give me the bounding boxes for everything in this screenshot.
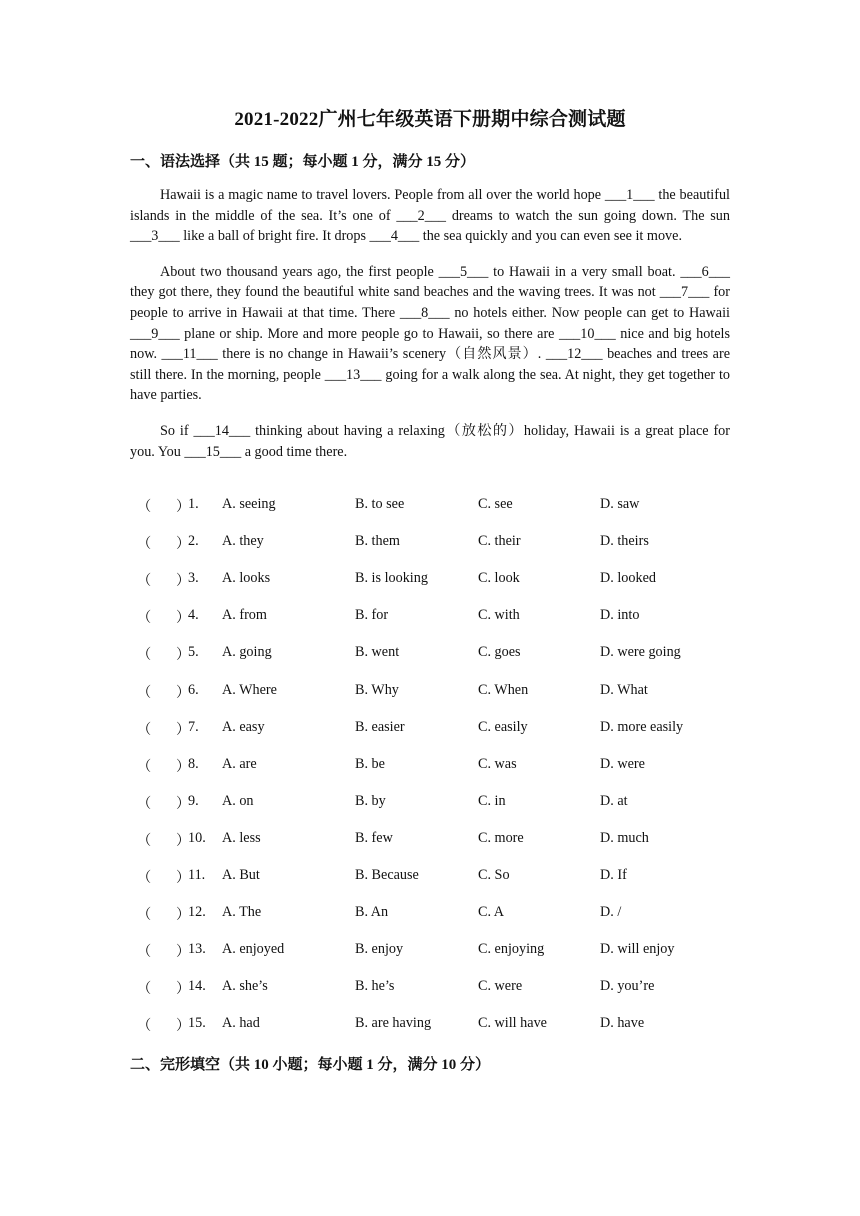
question-row bbox=[130, 867, 750, 887]
question-number: 6. bbox=[188, 681, 199, 698]
paren-close: ） bbox=[176, 610, 191, 627]
option-b: B. are having bbox=[355, 1015, 432, 1032]
question-number: 7. bbox=[188, 718, 199, 735]
option-d: D. saw bbox=[600, 496, 640, 512]
option-a: A. But bbox=[222, 867, 260, 883]
paren-close: ） bbox=[176, 684, 191, 701]
section-1-heading: 一、语法选择（共 15 题；每小题 1 分，满分 15 分） bbox=[130, 154, 476, 170]
option-c: C. When bbox=[478, 681, 529, 698]
option-a: A. seeing bbox=[222, 496, 276, 512]
option-c: C. their bbox=[478, 533, 521, 550]
option-b: B. is looking bbox=[355, 570, 428, 587]
option-a: A. less bbox=[222, 829, 261, 846]
paren-close: ） bbox=[176, 721, 191, 738]
question-number: 10. bbox=[188, 829, 206, 846]
paren-close: ） bbox=[176, 944, 191, 961]
option-d: D. much bbox=[600, 829, 649, 846]
option-a: A. Where bbox=[222, 681, 277, 698]
question-row bbox=[130, 830, 750, 850]
option-b: B. went bbox=[355, 644, 400, 661]
question-number: 11. bbox=[188, 867, 206, 883]
question-row bbox=[130, 904, 750, 924]
option-b: B. by bbox=[355, 792, 386, 809]
paren-close: ） bbox=[176, 832, 191, 849]
option-b: B. enjoy bbox=[355, 941, 404, 958]
question-row bbox=[130, 978, 750, 998]
option-d: D. were going bbox=[600, 644, 681, 661]
section-2-heading: 二、完形填空（共 10 小题；每小题 1 分，满分 10 分） bbox=[130, 1057, 491, 1073]
question-row bbox=[130, 941, 750, 961]
paren-close: ） bbox=[176, 981, 191, 998]
option-d: D. will enjoy bbox=[600, 941, 675, 958]
option-c: C. in bbox=[478, 792, 506, 809]
paren-open: （ bbox=[137, 536, 152, 553]
option-b: B. them bbox=[355, 533, 400, 550]
question-row bbox=[130, 682, 750, 702]
option-d: D. looked bbox=[600, 570, 656, 587]
option-a: A. on bbox=[222, 792, 254, 809]
option-a: A. they bbox=[222, 533, 264, 550]
option-c: C. So bbox=[478, 867, 510, 883]
paren-open: （ bbox=[137, 721, 152, 738]
option-a: A. easy bbox=[222, 718, 265, 735]
question-number: 12. bbox=[188, 904, 206, 921]
paren-open: （ bbox=[137, 907, 152, 924]
option-d: D. have bbox=[600, 1015, 645, 1032]
option-b: B. Because bbox=[355, 867, 419, 883]
question-row bbox=[130, 496, 750, 516]
option-c: C. with bbox=[478, 607, 520, 624]
paren-close: ） bbox=[176, 1018, 191, 1035]
option-b: B. to see bbox=[355, 496, 405, 512]
option-b: B. few bbox=[355, 829, 393, 846]
paren-open: （ bbox=[137, 870, 152, 886]
option-a: A. looks bbox=[222, 570, 271, 587]
option-d: D. / bbox=[600, 904, 622, 921]
question-number: 13. bbox=[188, 941, 206, 958]
option-a: A. enjoyed bbox=[222, 941, 285, 958]
option-c: C. goes bbox=[478, 644, 521, 661]
paren-open: （ bbox=[137, 981, 152, 998]
option-a: A. had bbox=[222, 1015, 260, 1032]
option-d: D. If bbox=[600, 867, 627, 883]
paren-close: ） bbox=[176, 758, 191, 775]
option-a: A. The bbox=[222, 904, 262, 921]
option-c: C. was bbox=[478, 755, 517, 772]
question-number: 14. bbox=[188, 978, 206, 995]
option-c: C. were bbox=[478, 978, 523, 995]
question-row bbox=[130, 570, 750, 590]
option-c: C. easily bbox=[478, 718, 528, 735]
paren-open: （ bbox=[137, 647, 152, 664]
paren-open: （ bbox=[137, 944, 152, 961]
question-number: 4. bbox=[188, 607, 199, 624]
option-a: A. are bbox=[222, 755, 257, 772]
option-c: C. look bbox=[478, 570, 520, 587]
option-a: A. going bbox=[222, 644, 272, 661]
paren-close: ） bbox=[176, 647, 191, 664]
option-d: D. more easily bbox=[600, 718, 684, 735]
page-title: 2021-2022广州七年级英语下册期中综合测试题 bbox=[234, 109, 626, 130]
option-b: B. Why bbox=[355, 681, 399, 698]
question-row bbox=[130, 719, 750, 739]
option-a: A. from bbox=[222, 607, 267, 624]
paren-open: （ bbox=[137, 1018, 152, 1035]
option-c: C. more bbox=[478, 829, 524, 846]
passage-paragraph-3: So if ___14___ thinking about having a relaxing（放松的）holiday, Hawaii is a great place for you. You ___15___ a good time there. bbox=[130, 422, 730, 460]
paren-open: （ bbox=[137, 758, 152, 775]
option-d: D. theirs bbox=[600, 533, 649, 550]
paren-close: ） bbox=[176, 870, 191, 886]
question-number: 5. bbox=[188, 644, 199, 661]
question-row bbox=[130, 756, 750, 776]
question-number: 3. bbox=[188, 570, 199, 587]
option-c: C. enjoying bbox=[478, 941, 545, 958]
paren-open: （ bbox=[137, 684, 152, 701]
option-b: B. easier bbox=[355, 718, 405, 735]
option-b: B. for bbox=[355, 607, 389, 624]
option-c: C. will have bbox=[478, 1015, 547, 1032]
question-number: 1. bbox=[188, 496, 199, 512]
paren-open: （ bbox=[137, 795, 152, 812]
paren-close: ） bbox=[176, 795, 191, 812]
option-d: D. you’re bbox=[600, 978, 655, 995]
paren-close: ） bbox=[176, 907, 191, 924]
question-number: 15. bbox=[188, 1015, 206, 1032]
question-row bbox=[130, 644, 750, 664]
passage-paragraph-2: About two thousand years ago, the first people ___5___ to Hawaii in a very small boat. ___6___ they got there, they found the beautiful white sand beaches and the waving trees. It was not ___7___ for people to arrive in Hawaii at that time. There ___8___ no hotels either. Now people can get to Hawaii ___9___ plane or ship. More and more people go to Hawaii, so there are ___10___ nice and big hotels now. ___11___ there is no change in Hawaii’s scenery（自然风景）. ___12___ beaches and trees are still there. In the morning, people ___13___ going for a walk along the sea. At night, they get together to have parties. bbox=[130, 263, 730, 404]
option-b: B. he’s bbox=[355, 978, 395, 995]
question-row bbox=[130, 1015, 750, 1035]
option-a: A. she’s bbox=[222, 978, 268, 995]
question-number: 8. bbox=[188, 755, 199, 772]
paren-close: ） bbox=[176, 499, 191, 515]
option-c: C. see bbox=[478, 496, 513, 512]
passage-paragraph-1: Hawaii is a magic name to travel lovers. People from all over the world hope ___1___ the beautiful islands in the middle of the sea. It’s one of ___2___ dreams to watch the sun going down. The sun ___3___ like a ball of bright fire. It drops ___4___ the sea quickly and you can even see it move. bbox=[130, 187, 730, 245]
option-c: C. A bbox=[478, 904, 505, 921]
question-row bbox=[130, 607, 750, 627]
option-d: D. at bbox=[600, 792, 628, 809]
question-number: 9. bbox=[188, 792, 199, 809]
passage bbox=[130, 185, 730, 477]
paren-open: （ bbox=[137, 573, 152, 590]
question-row bbox=[130, 533, 750, 553]
question-row bbox=[130, 793, 750, 813]
paren-close: ） bbox=[176, 573, 191, 590]
option-b: B. An bbox=[355, 904, 389, 921]
paren-open: （ bbox=[137, 610, 152, 627]
option-d: D. were bbox=[600, 755, 645, 772]
question-number: 2. bbox=[188, 533, 199, 550]
option-d: D. into bbox=[600, 607, 640, 624]
paren-open: （ bbox=[137, 499, 152, 515]
paren-close: ） bbox=[176, 536, 191, 553]
option-b: B. be bbox=[355, 755, 385, 772]
option-d: D. What bbox=[600, 681, 648, 698]
paren-open: （ bbox=[137, 832, 152, 849]
